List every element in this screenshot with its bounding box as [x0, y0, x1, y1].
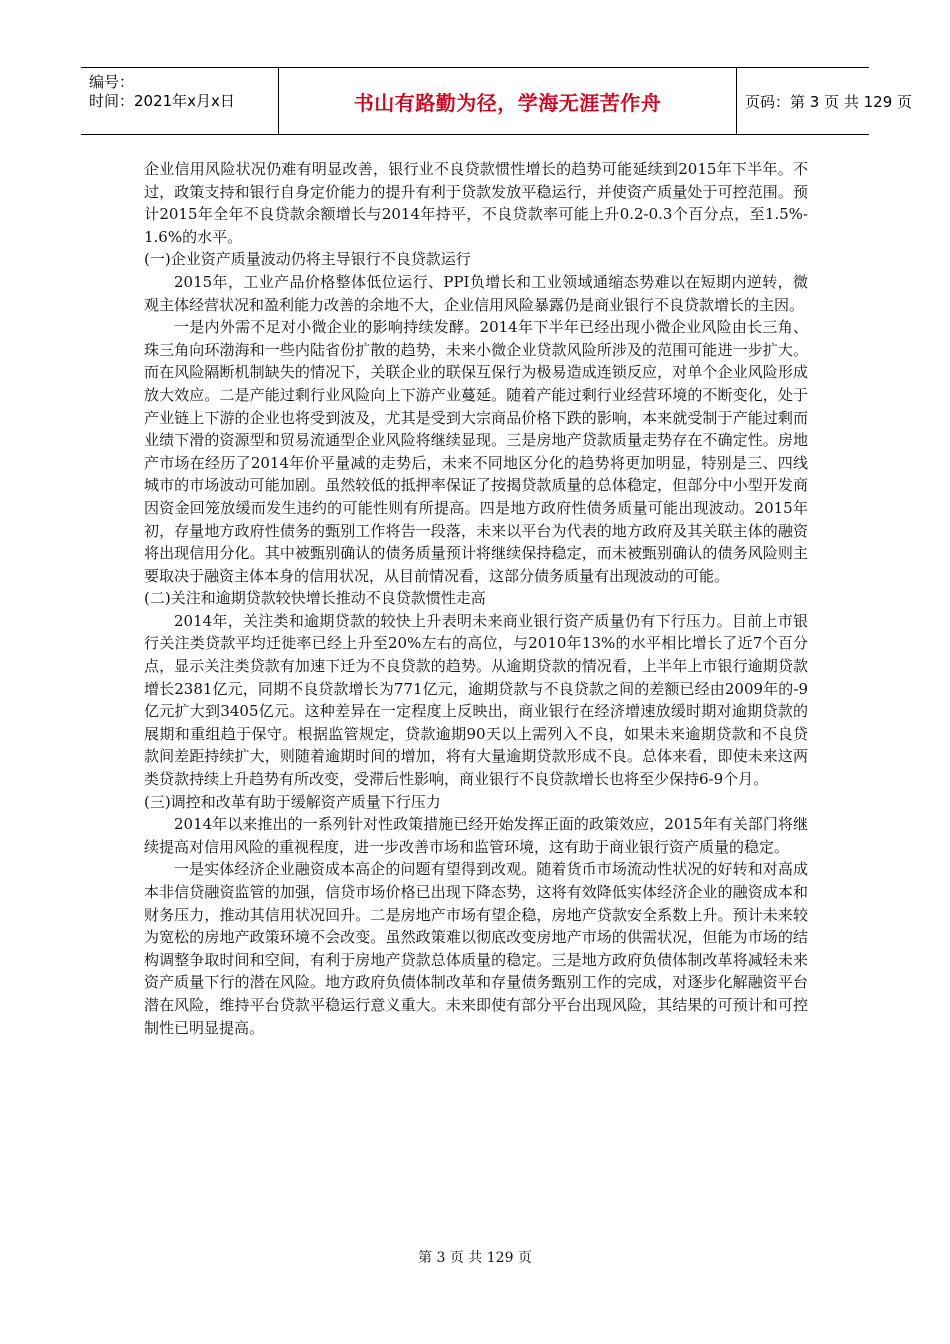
paragraph-intro: 企业信用风险状况仍难有明显改善，银行业不良贷款惯性增长的趋势可能延续到2015年下半年。不过，政策支持和银行自身定价能力的提升有利于贷款发放平稳运行，并使资产质量处于可控范围。预计2015年全年不良贷款余额增长与2014年持平，不良贷款率可能上升0.2-0.3个百分点，至1.5%-1.6%的水平。 — [144, 160, 808, 246]
paragraph: 2014年以来推出的一系列针对性政策措施已经开始发挥正面的政策效应，2015年有关部门将继续提高对信用风险的重视程度，进一步改善市场和监管环境，这有助于商业银行资产质量的稳定。 — [144, 815, 808, 856]
document-number-label: 编号： — [89, 73, 135, 91]
document-date: 时间：2021年x月x日 — [89, 92, 235, 110]
header-page-cell — [737, 68, 913, 134]
header-motto: 书山有路勤为径，学海无涯苦作舟 — [353, 90, 662, 115]
paragraph: 2014年，关注类和逾期贷款的较快上升表明未来商业银行资产质量仍有下行压力。目前上市银行关注类贷款平均迁徙率已经上升至20%左右的高位，与2010年13%的水平相比增长了近7个百分点，显示关注类贷款有加速下迁为不良贷款的趋势。从逾期贷款的情况看，上半年上市银行逾期贷款增长2381亿元，同期不良贷款增长为771亿元，逾期贷款与不良贷款之间的差额已经由2009年的-9亿元扩大到3405亿元。这种差异在一定程度上反映出，商业银行在经济增速放缓时期对逾期贷款的展期和重组趋于保守。根据监管规定，贷款逾期90天以上需列入不良，如果未来逾期贷款和不良贷款间差距持续扩大，则随着逾期时间的增加，将有大量逾期贷款形成不良。总体来看，即使未来这两类贷款持续上升趋势有所改变，受滞后性影响，商业银行不良贷款增长也将至少保持6-9个月。 — [144, 611, 808, 789]
page-footer: 第 3 页 共 129 页 — [418, 1250, 532, 1266]
header-page-info: 页码：第 3 页 共 129 页 — [745, 92, 913, 111]
section-heading-3: (三)调控和改革有助于缓解资产质量下行压力 — [144, 792, 441, 811]
header-motto-cell — [279, 68, 737, 134]
section-heading-2: (二)关注和逾期贷款较快增长推动不良贷款惯性走高 — [144, 589, 486, 608]
paragraph: 2015年，工业产品价格整体低位运行、PPI负增长和工业领域通缩态势难以在短期内逆转，微观主体经营状况和盈利能力改善的余地不大，企业信用风险暴露仍是商业银行不良贷款增长的主因。 — [144, 272, 808, 314]
header-meta-cell — [81, 68, 279, 134]
paragraph: 一是实体经济企业融资成本高企的问题有望得到改观。随着货币市场流动性状况的好转和对高成本非信贷融资监管的加强，信贷市场价格已出现下降态势，这将有效降低实体经济企业的融资成本和财务压力，推动其信用状况回升。二是房地产市场有望企稳，房地产贷款安全系数上升。预计未来较为宽松的房地产政策环境不会改变。虽然政策难以彻底改变房地产市场的供需状况，但能为市场的结构调整争取时间和空间，有利于房地产贷款总体质量的稳定。三是地方政府负债体制改革将减轻未来资产质量下行的潜在风险。地方政府负债体制改革和存量债务甄别工作的完成，对逐步化解融资平台潜在风险，维持平台贷款平稳运行意义重大。未来即使有部分平台出现风险，其结果的可预计和可控制性已明显提高。 — [144, 860, 808, 1037]
paragraph: 一是内外需不足对小微企业的影响持续发酵。2014年下半年已经出现小微企业风险由长三角、珠三角向环渤海和一些内陆省份扩散的趋势，未来小微企业贷款风险所涉及的范围可能进一步扩大。而在风险隔断机制缺失的情况下，关联企业的联保互保行为极易造成连锁反应，对单个企业风险形成放大效应。二是产能过剩行业风险向上下游产业蔓延。随着产能过剩行业经营环境的不断变化，处于产业链上下游的企业也将受到波及，尤其是受到大宗商品价格下跌的影响，本来就受制于产能过剩而业绩下滑的资源型和贸易流通型企业风险将继续显现。三是房地产贷款质量走势存在不确定性。房地产市场在经历了2014年价平量减的走势后，未来不同地区分化的趋势将更加明显，特别是三、四线城市的市场波动可能加剧。虽然较低的抵押率保证了按揭贷款质量的总体稳定，但部分中小型开发商因资金回笼放缓而发生违约的可能性则有所提高。四是地方政府性债务质量可能出现波动。2015年初，存量地方政府性债务的甄别工作将告一段落，未来以平台为代表的地方政府及其关联主体的融资将出现信用分化。其中被甄别确认的债务质量预计将继续保持稳定，而未被甄别确认的债务风险则主要取决于融资主体本身的信用状况，从目前情况看，这部分债务质量有出现波动的可能。 — [144, 318, 808, 585]
section-heading-1: (一)企业资产质量波动仍将主导银行不良贷款运行 — [144, 250, 471, 269]
document-body — [144, 158, 808, 1039]
page-header — [81, 67, 913, 135]
